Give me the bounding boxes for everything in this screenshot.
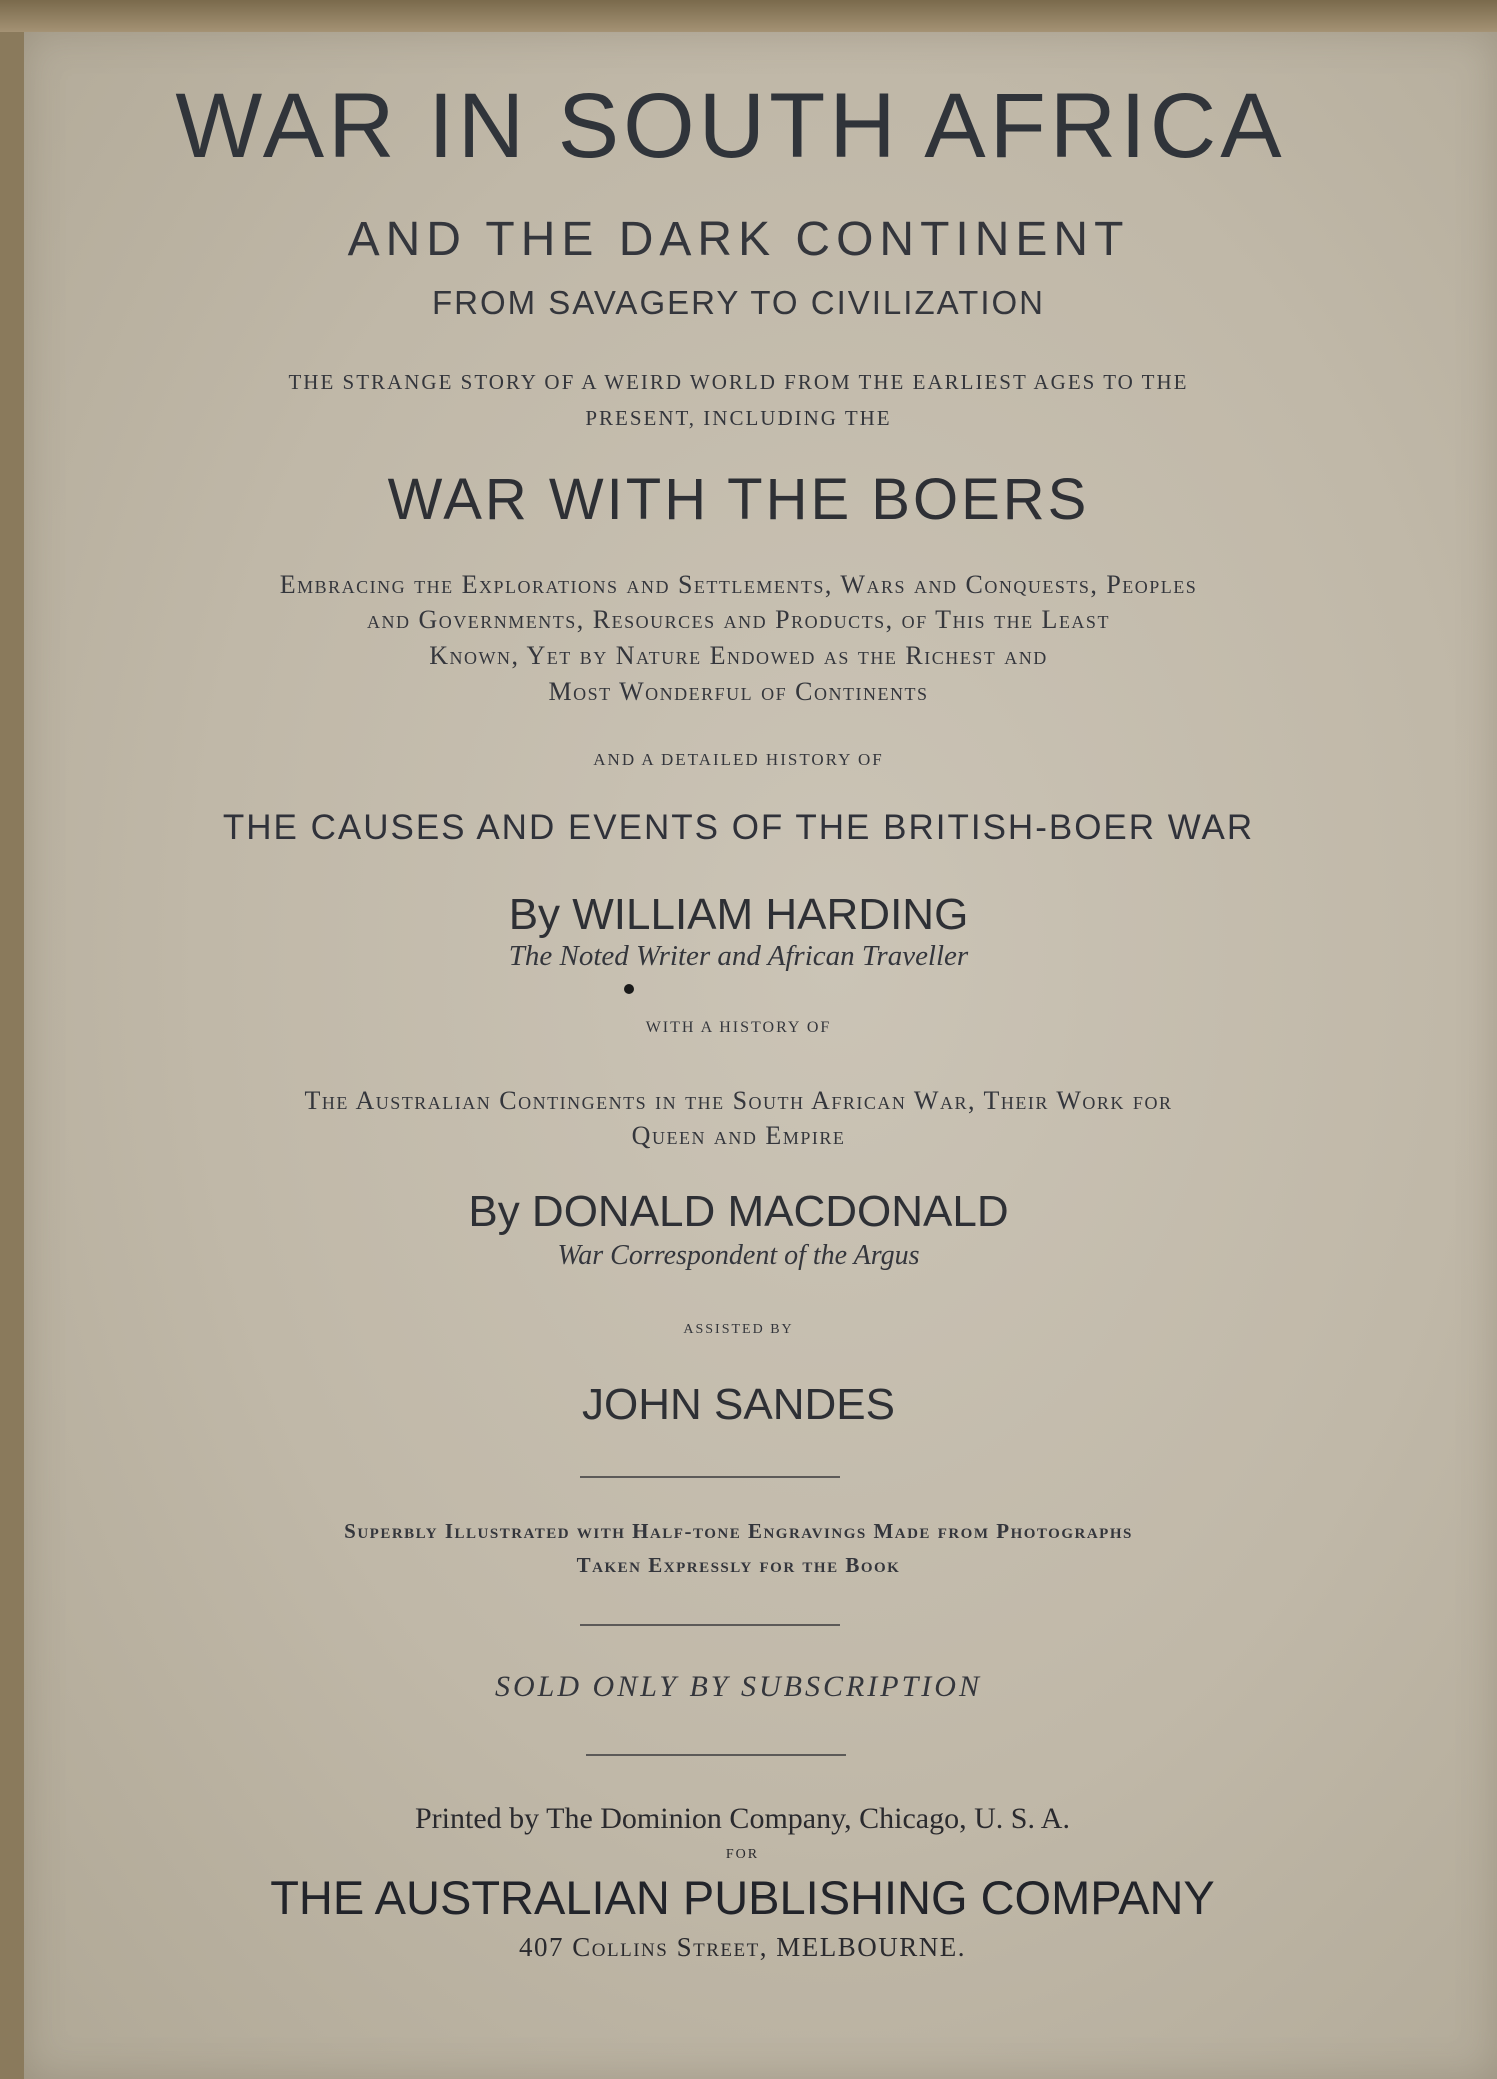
strange-story-line-1: THE STRANGE STORY OF A WEIRD WORLD FROM THE EARLIEST AGES TO THE: [288, 370, 1189, 394]
embracing-line-2: and Governments, Resources and Products, of This the Least: [367, 605, 1110, 634]
australian-contingents-line-1: The Australian Contingents in the South African War, Their Work for: [304, 1086, 1173, 1115]
causes-heading: THE CAUSES AND EVENTS OF THE BRITISH-BOER WAR: [222, 808, 1255, 847]
strange-story-line-2: PRESENT, INCLUDING THE: [585, 406, 892, 430]
illustrated-line-2: Taken Expressly for the Book: [576, 1553, 901, 1577]
illustrated-line-1: Superbly Illustrated with Half-tone Engravings Made from Photographs: [344, 1519, 1133, 1543]
author-harding: By WILLIAM HARDING: [508, 890, 969, 939]
author-macdonald-description: War Correspondent of the Argus: [557, 1240, 920, 1271]
publisher-address: 407 Collins Street, MELBOURNE.: [519, 1932, 966, 1962]
embracing-line-4: Most Wonderful of Continents: [548, 677, 929, 706]
divider-rule: [580, 1476, 840, 1478]
assisted-by-label: ASSISTED BY: [683, 1322, 794, 1337]
book-subtitle: AND THE DARK CONTINENT: [347, 213, 1130, 266]
divider-rule: [586, 1754, 846, 1756]
for-label: FOR: [725, 1847, 760, 1862]
title-page: [24, 32, 1497, 2079]
with-history-label: WITH A HISTORY OF: [645, 1019, 832, 1036]
page-top-edge: [0, 0, 1497, 32]
ornament-dot: [624, 984, 634, 994]
author-harding-description: The Noted Writer and African Traveller: [508, 940, 969, 972]
detailed-history-label: AND A DETAILED HISTORY OF: [593, 750, 884, 769]
book-subtitle-secondary: FROM SAVAGERY TO CIVILIZATION: [431, 284, 1045, 321]
war-with-boers-heading: WAR WITH THE BOERS: [387, 467, 1090, 532]
embracing-line-1: Embracing the Explorations and Settlements, Wars and Conquests, Peoples: [279, 570, 1198, 599]
sold-by-subscription: SOLD ONLY BY SUBSCRIPTION: [495, 1670, 982, 1703]
divider-rule: [580, 1624, 840, 1626]
printer-line: Printed by The Dominion Company, Chicago, U. S. A.: [415, 1802, 1070, 1835]
embracing-line-3: Known, Yet by Nature Endowed as the Richest and: [429, 641, 1048, 670]
australian-contingents-line-2: Queen and Empire: [631, 1121, 846, 1150]
publisher-name: THE AUSTRALIAN PUBLISHING COMPANY: [270, 1871, 1215, 1924]
author-sandes: JOHN SANDES: [582, 1380, 895, 1429]
book-title: WAR IN SOUTH AFRICA: [175, 75, 1286, 177]
author-macdonald: By DONALD MACDONALD: [468, 1187, 1009, 1236]
